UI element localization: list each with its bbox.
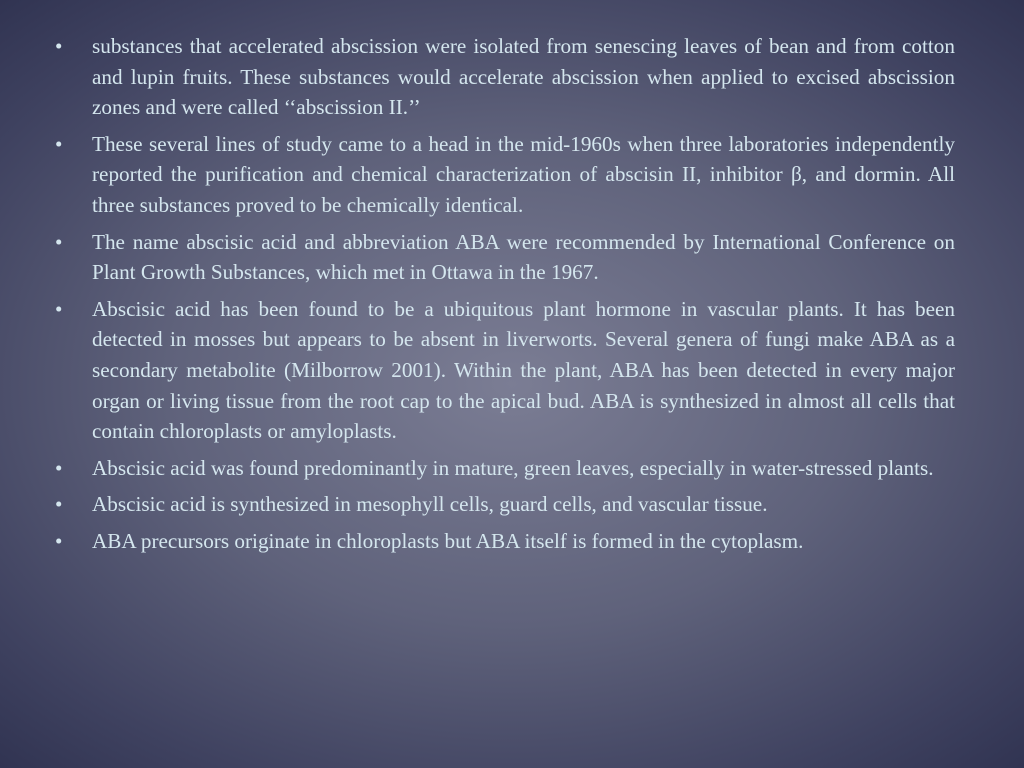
bullet-item	[55, 31, 955, 123]
bullet-icon: •	[55, 492, 63, 517]
bullet-item	[55, 526, 955, 557]
bullet-text: Abscisic acid was found predominantly in mature, green leaves, especially in water-stressed plants.	[92, 455, 934, 480]
bullet-item	[55, 453, 955, 484]
bullet-icon: •	[55, 229, 63, 254]
bullet-text: These several lines of study came to a head in the mid-1960s when three laboratories independently reported the purification and chemical characterization of abscisin II, inhibitor β, and dormin. All three substances proved to be chemically identical.	[92, 131, 955, 217]
bullet-icon: •	[55, 455, 63, 480]
bullet-item	[55, 294, 955, 447]
bullet-text: substances that accelerated abscission were isolated from senescing leaves of bean and from cotton and lupin fruits. These substances would accelerate abscission when applied to excised abscission zones and were called ‘‘abscission II.’’	[92, 34, 955, 120]
bullet-item	[55, 489, 955, 520]
bullet-icon: •	[55, 34, 63, 58]
bullet-icon: •	[55, 528, 63, 553]
bullet-text: The name abscisic acid and abbreviation ABA were recommended by International Conference on Plant Growth Substances, which met in Ottawa in the 1967.	[92, 229, 955, 285]
bullet-item	[55, 227, 955, 288]
bullet-icon: •	[55, 296, 63, 321]
bullet-text: Abscisic acid has been found to be a ubiquitous plant hormone in vascular plants. It has been detected in mosses but appears to be absent in liverworts. Several genera of fungi make ABA as a secondary metabolite (Milborrow 2001). Within the plant, ABA has been detected in every major organ or living tissue from the root cap to the apical bud. ABA is synthesized in almost all cells that contain chloroplasts or amyloplasts.	[92, 296, 955, 444]
bullet-item	[55, 129, 955, 221]
bullet-icon: •	[55, 131, 63, 156]
bullet-text: ABA precursors originate in chloroplasts but ABA itself is formed in the cytoplasm.	[92, 528, 804, 553]
bullet-list	[55, 31, 955, 563]
bullet-text: Abscisic acid is synthesized in mesophyll cells, guard cells, and vascular tissue.	[92, 492, 768, 517]
